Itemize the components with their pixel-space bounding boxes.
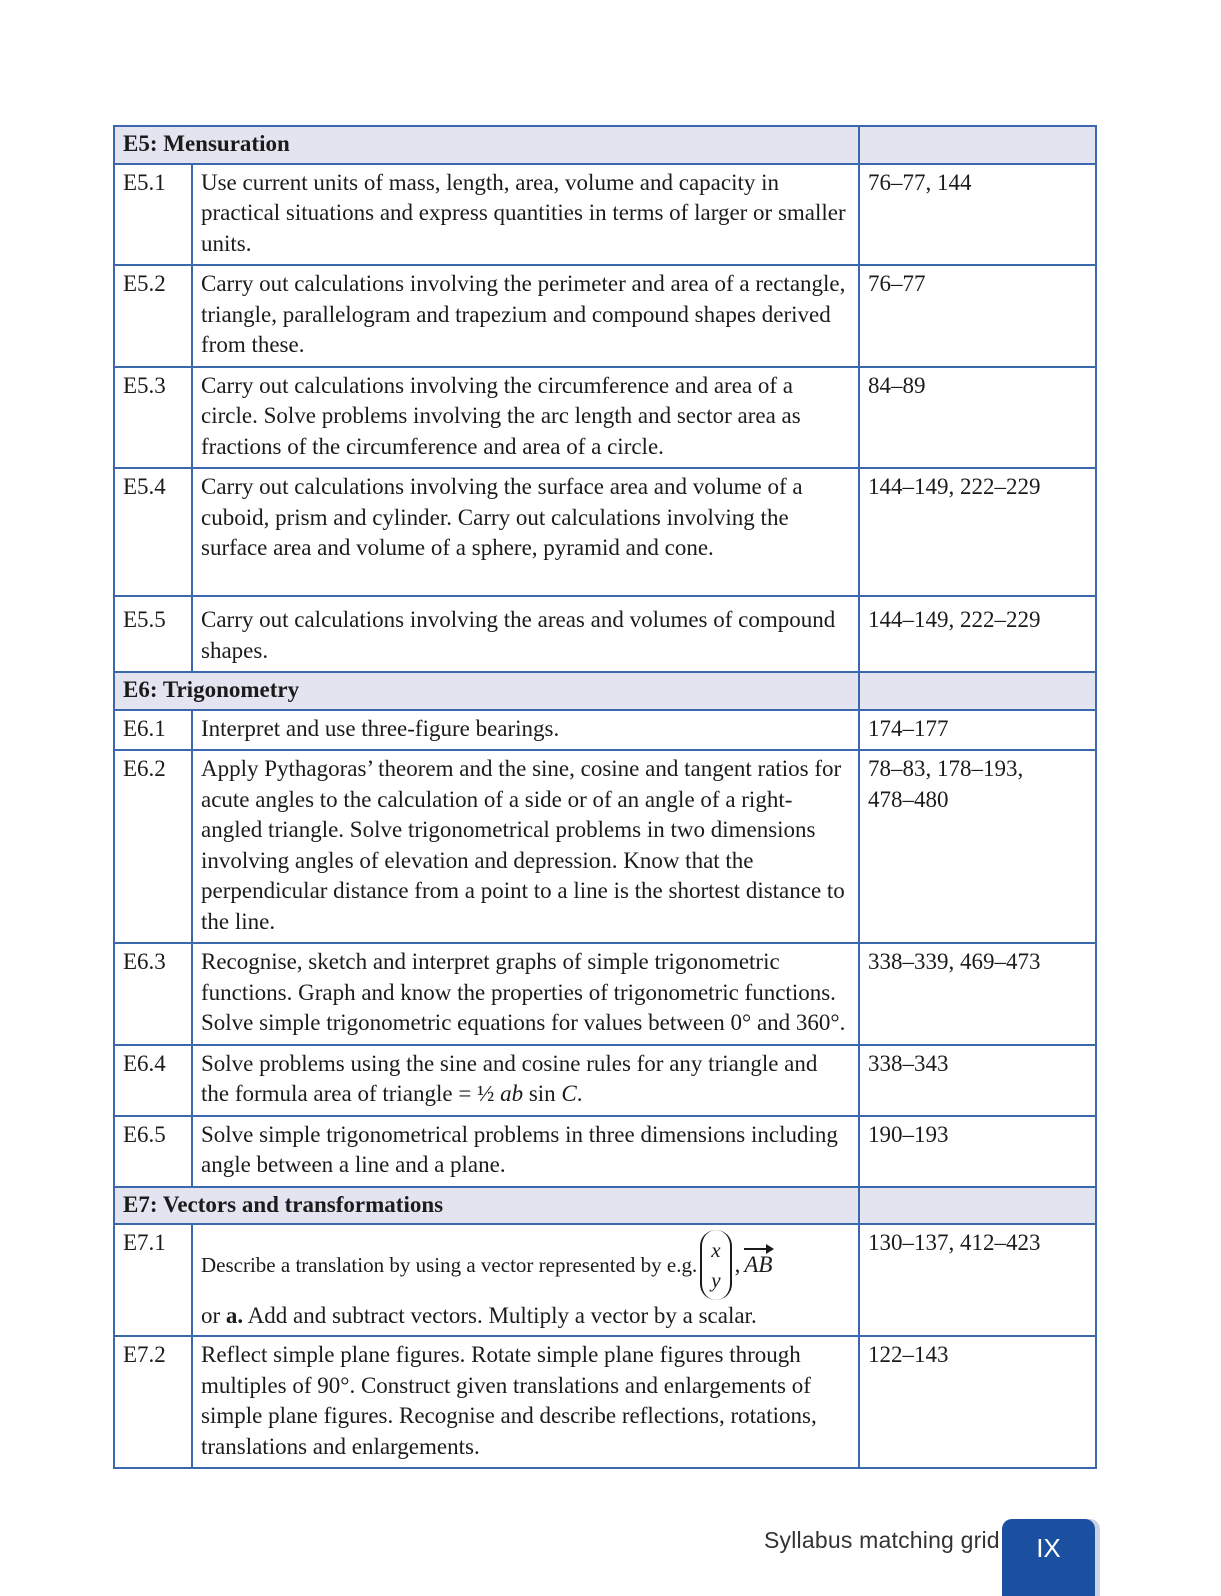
row-description: Interpret and use three-figure bearings. [192, 710, 859, 751]
column-vector [700, 1230, 731, 1300]
section-title: E6: Trigonometry [114, 672, 859, 710]
row-pages: 338–343 [859, 1045, 1096, 1116]
table-row [114, 1045, 1096, 1116]
row-code: E6.5 [114, 1116, 192, 1187]
row-description: Carry out calculations involving the areas and volumes of compound shapes. [192, 596, 859, 672]
vector-or: or [201, 1303, 226, 1328]
vector-y: y [711, 1268, 721, 1292]
vector-text: Describe a translation by using a vector represented by e.g. [201, 1253, 698, 1277]
section-header-e7 [114, 1187, 1096, 1225]
row-description: Solve simple trigonometrical problems in three dimensions including angle between a line and a plane. [192, 1116, 859, 1187]
page-number: IX [1036, 1533, 1061, 1563]
row-pages: 76–77 [859, 265, 1096, 367]
row-code: E5.2 [114, 265, 192, 367]
page-number-tab [1002, 1519, 1095, 1596]
row-description: Apply Pythagoras’ theorem and the sine, cosine and tangent ratios for acute angles to the calculation of a side or of an angle of a right-angled triangle. Solve trigonometrical problems in two dimensions involving angles of elevation and depression. Know that the perpendicular distance from a point to a line is the shortest distance to the line. [192, 750, 859, 943]
formula-ab: ab [500, 1081, 524, 1106]
section-pages-empty [859, 672, 1096, 710]
formula-end: . [576, 1081, 583, 1106]
formula-text: Solve problems using the sine and cosine rules for any triangle and the formula area of triangle = ½ [201, 1050, 818, 1106]
vector-operations-text [201, 1302, 850, 1330]
vector-a-bold: a. [225, 1303, 244, 1328]
row-description: Carry out calculations involving the circumference and area of a circle. Solve problems involving the arc length and sector area as fractions of the circumference and area of a circle. [192, 367, 859, 469]
section-pages-empty [859, 126, 1096, 164]
table-row [114, 1116, 1096, 1187]
row-description [192, 1045, 859, 1116]
row-description: Recognise, sketch and interpret graphs of simple trigonometric functions. Graph and know the properties of trigonometric functions. Solve simple trigonometric equations for values between 0° and 360°. [192, 943, 859, 1045]
row-code: E5.4 [114, 468, 192, 596]
row-code: E5.3 [114, 367, 192, 469]
row-description: Carry out calculations involving the surface area and volume of a cuboid, prism and cylinder. Carry out calculations involving the surface area and volume of a sphere, pyramid and cone. [192, 468, 859, 596]
section-title: E5: Mensuration [114, 126, 859, 164]
row-code: E6.4 [114, 1045, 192, 1116]
row-code: E6.3 [114, 943, 192, 1045]
row-pages: 76–77, 144 [859, 164, 1096, 266]
table-row [114, 164, 1096, 266]
row-pages: 78–83, 178–193, 478–480 [859, 750, 1096, 943]
table-row [114, 710, 1096, 751]
row-pages: 338–339, 469–473 [859, 943, 1096, 1045]
row-description: Use current units of mass, length, area, volume and capacity in practical situations and express quantities in terms of larger or smaller units. [192, 164, 859, 266]
table-row [114, 750, 1096, 943]
row-pages: 122–143 [859, 1336, 1096, 1468]
row-code: E6.2 [114, 750, 192, 943]
table-row [114, 468, 1096, 596]
section-header-e5 [114, 126, 1096, 164]
syllabus-grid-table [113, 125, 1097, 1469]
row-pages: 174–177 [859, 710, 1096, 751]
formula-c: C [561, 1081, 577, 1106]
row-code: E7.1 [114, 1224, 192, 1336]
table-row [114, 265, 1096, 367]
footer-title: Syllabus matching grid [764, 1527, 1000, 1553]
formula-sin: sin [523, 1081, 562, 1106]
row-description: Carry out calculations involving the perimeter and area of a rectangle, triangle, parallelogram and trapezium and compound shapes derived from these. [192, 265, 859, 367]
table-row [114, 943, 1096, 1045]
row-code: E7.2 [114, 1336, 192, 1468]
vector-comma: , [734, 1252, 741, 1277]
table-row [114, 1336, 1096, 1468]
table-row [114, 596, 1096, 672]
vector-x: x [711, 1238, 721, 1262]
section-title: E7: Vectors and transformations [114, 1187, 859, 1225]
row-description [192, 1224, 859, 1336]
vector-ab: AB [744, 1252, 773, 1277]
table-row [114, 367, 1096, 469]
vector-line [201, 1228, 850, 1302]
row-pages: 144–149, 222–229 [859, 596, 1096, 672]
row-code: E5.1 [114, 164, 192, 266]
table-row [114, 1224, 1096, 1336]
section-header-e6 [114, 672, 1096, 710]
row-code: E6.1 [114, 710, 192, 751]
row-pages: 190–193 [859, 1116, 1096, 1187]
row-pages: 144–149, 222–229 [859, 468, 1096, 596]
row-pages: 84–89 [859, 367, 1096, 469]
vector-rest: Add and subtract vectors. Multiply a vector by a scalar. [243, 1303, 757, 1328]
row-pages: 130–137, 412–423 [859, 1224, 1096, 1336]
row-description: Reflect simple plane figures. Rotate simple plane figures through multiples of 90°. Construct given translations and enlargements of simple plane figures. Recognise and describe reflections, rotations, translations and enlargements. [192, 1336, 859, 1468]
section-pages-empty [859, 1187, 1096, 1225]
row-code: E5.5 [114, 596, 192, 672]
